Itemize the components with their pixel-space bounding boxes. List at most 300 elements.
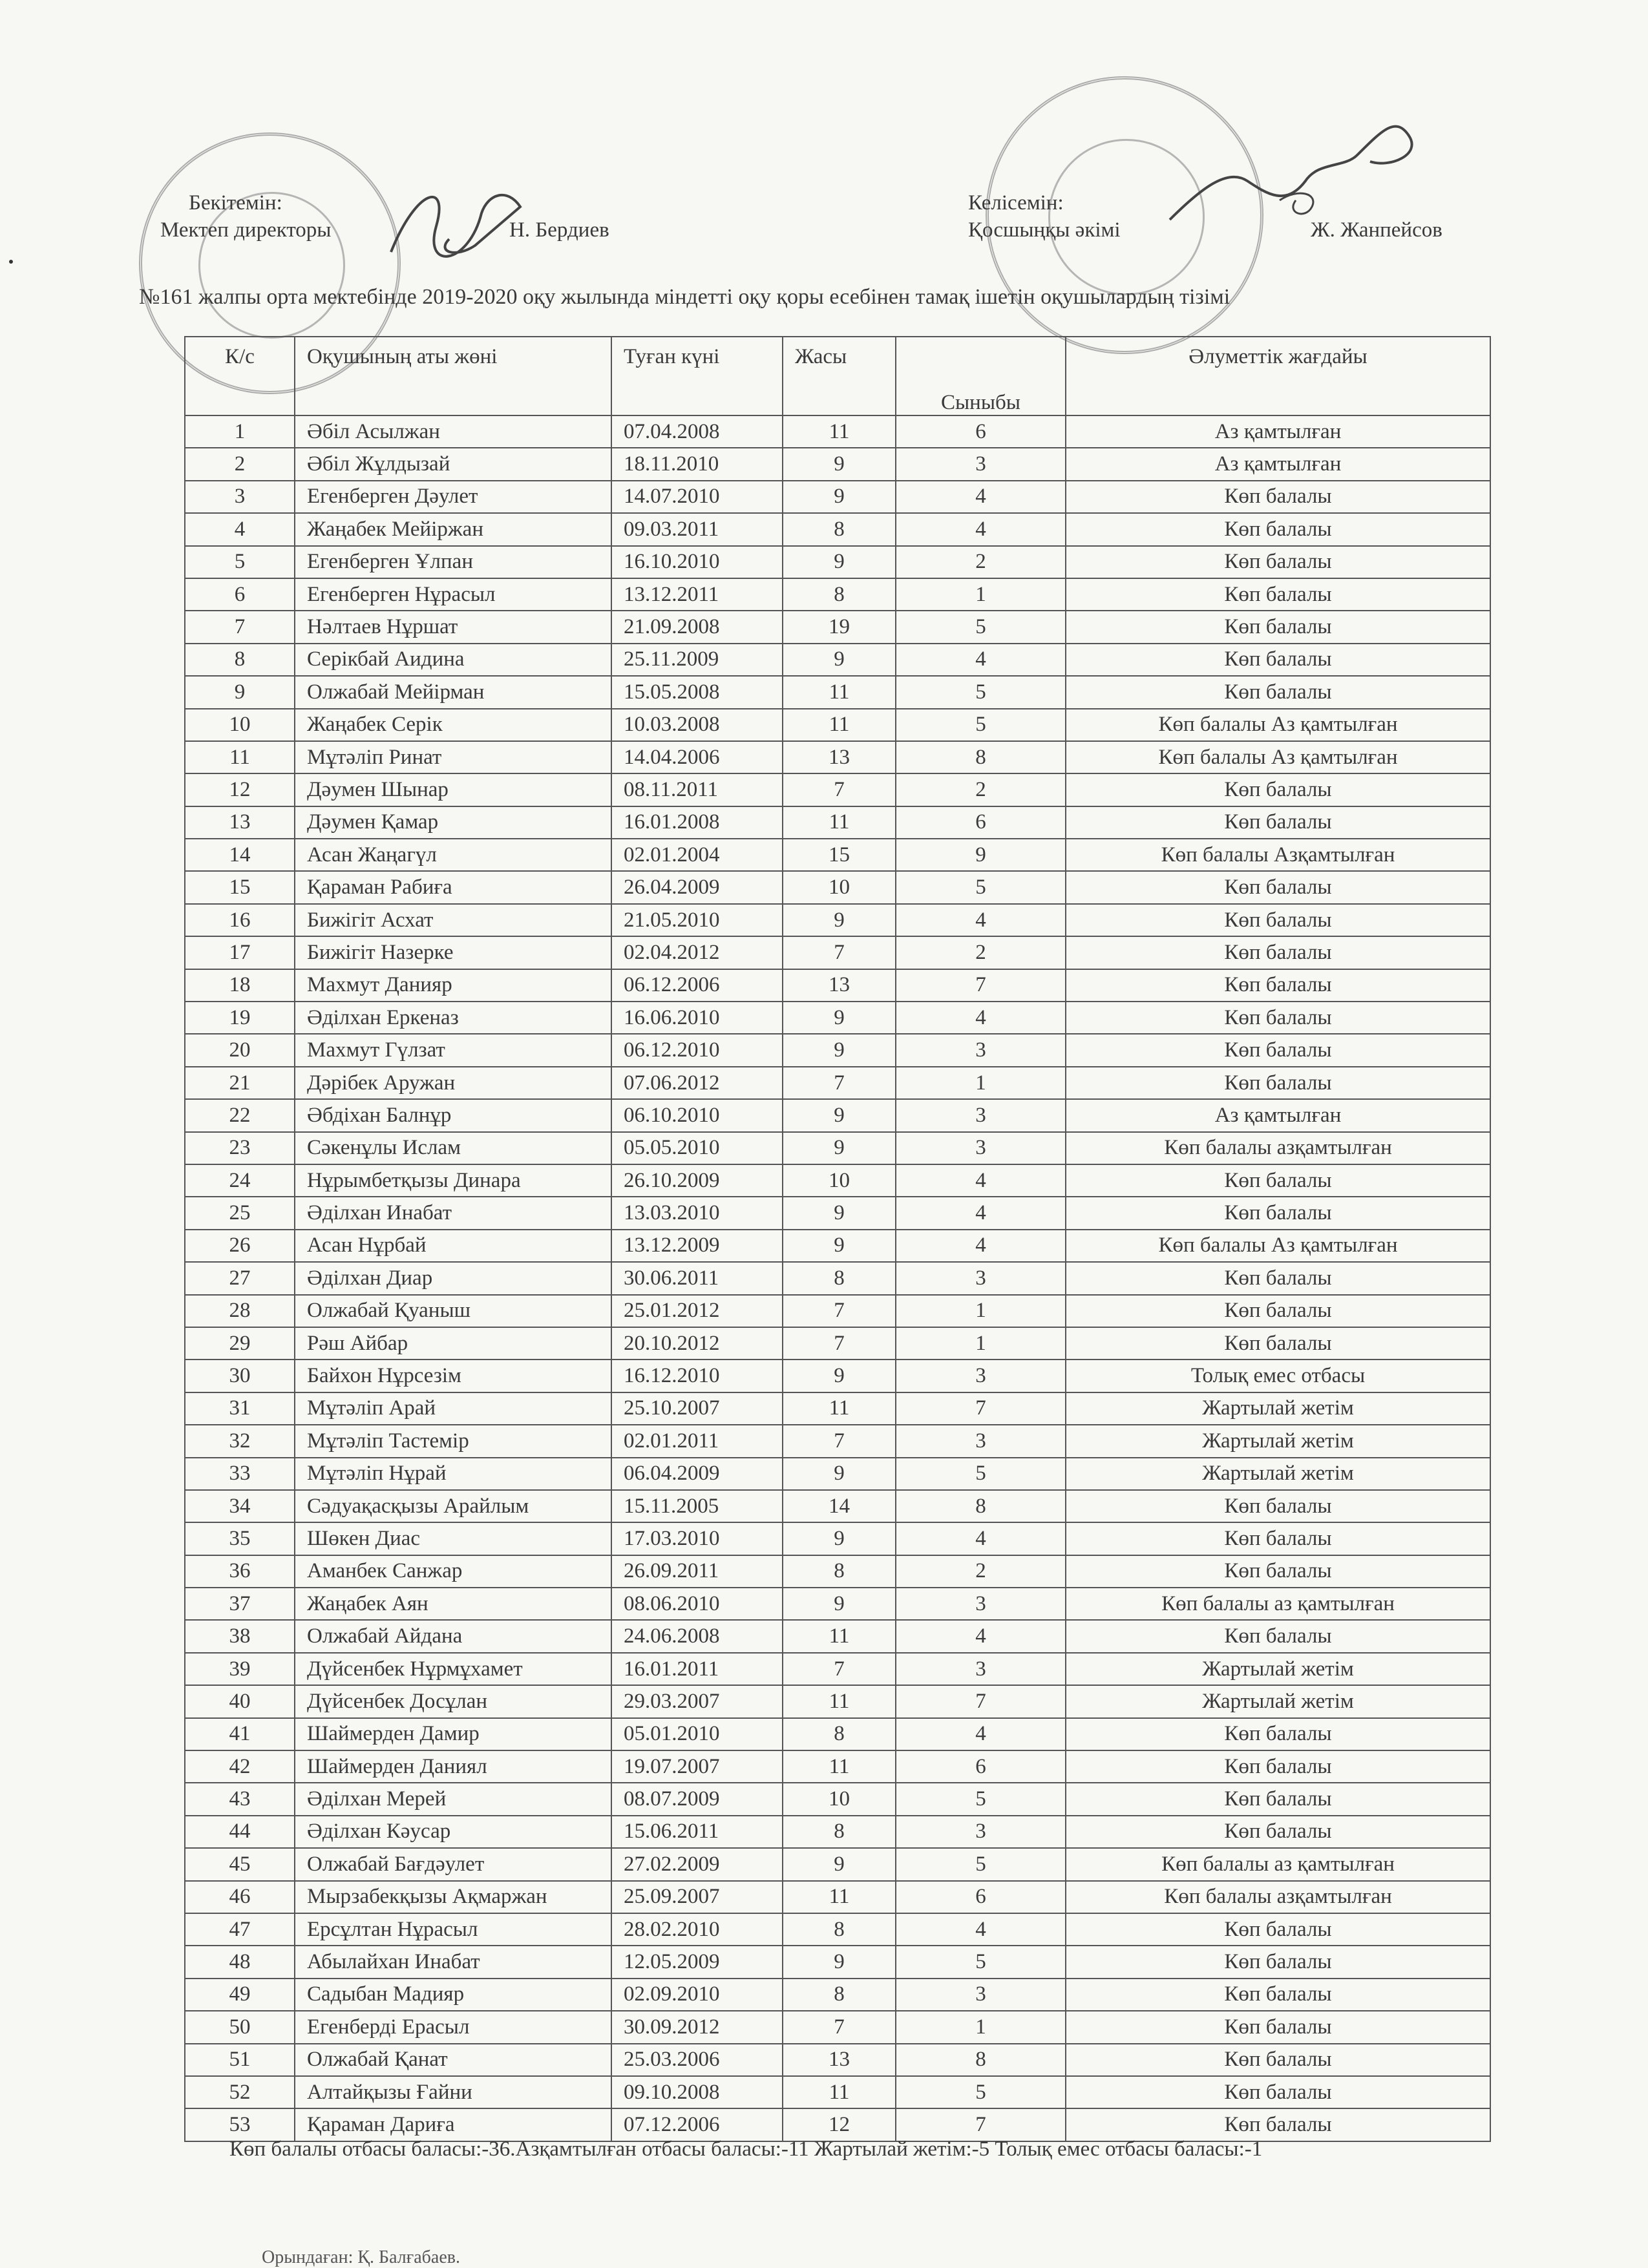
col-header-name: Оқушының аты жөні (295, 337, 611, 415)
cell-birthdate: 25.09.2007 (611, 1881, 783, 1913)
cell-birthdate: 25.03.2006 (611, 2044, 783, 2076)
cell-age: 9 (783, 1522, 896, 1555)
cell-age: 9 (783, 1360, 896, 1392)
cell-birthdate: 09.03.2011 (611, 513, 783, 545)
cell-status: Көп балалы (1066, 1816, 1490, 1848)
cell-grade: 4 (896, 1620, 1066, 1652)
cell-birthdate: 15.11.2005 (611, 1490, 783, 1522)
cell-name: Әбдіхан Балнұр (295, 1099, 611, 1131)
cell-status: Көп балалы (1066, 773, 1490, 806)
col-header-age: Жасы (783, 337, 896, 415)
table-row (185, 578, 1490, 611)
table-row (185, 773, 1490, 806)
cell-name: Асан Жаңагүл (295, 839, 611, 871)
cell-name: Олжабай Қуаныш (295, 1295, 611, 1327)
cell-no: 14 (185, 839, 295, 871)
col-header-no: К/с (185, 337, 295, 415)
cell-name: Олжабай Бағдәулет (295, 1848, 611, 1880)
cell-birthdate: 06.04.2009 (611, 1458, 783, 1490)
cell-grade: 3 (896, 1262, 1066, 1294)
cell-status: Көп балалы (1066, 513, 1490, 545)
cell-birthdate: 02.04.2012 (611, 936, 783, 969)
executor-line: Орындаған: Қ. Балғабаев. (262, 2247, 461, 2267)
cell-status: Көп балалы (1066, 904, 1490, 936)
cell-age: 14 (783, 1490, 896, 1522)
cell-no: 42 (185, 1750, 295, 1783)
cell-age: 9 (783, 904, 896, 936)
cell-age: 9 (783, 1197, 896, 1229)
cell-status: Көп балалы (1066, 936, 1490, 969)
cell-birthdate: 14.04.2006 (611, 741, 783, 773)
cell-birthdate: 14.07.2010 (611, 481, 783, 513)
cell-grade: 5 (896, 611, 1066, 643)
cell-grade: 5 (896, 2076, 1066, 2108)
cell-age: 8 (783, 513, 896, 545)
approval-left-role: Мектеп директоры (160, 218, 332, 242)
cell-age: 19 (783, 611, 896, 643)
cell-grade: 2 (896, 773, 1066, 806)
cell-status: Жартылай жетім (1066, 1425, 1490, 1457)
cell-name: Аманбек Санжар (295, 1555, 611, 1588)
cell-no: 37 (185, 1588, 295, 1620)
cell-age: 9 (783, 546, 896, 578)
cell-no: 51 (185, 2044, 295, 2076)
table-row (185, 969, 1490, 1002)
cell-no: 12 (185, 773, 295, 806)
cell-age: 9 (783, 481, 896, 513)
cell-status: Көп балалы Азқамтылған (1066, 839, 1490, 871)
cell-status: Көп балалы азқамтылған (1066, 1881, 1490, 1913)
cell-birthdate: 21.05.2010 (611, 904, 783, 936)
table-row (185, 1425, 1490, 1457)
cell-name: Шөкен Диас (295, 1522, 611, 1555)
cell-grade: 6 (896, 1750, 1066, 1783)
cell-age: 9 (783, 1848, 896, 1880)
cell-status: Көп балалы (1066, 1522, 1490, 1555)
cell-grade: 4 (896, 1718, 1066, 1750)
cell-age: 8 (783, 1555, 896, 1588)
cell-no: 9 (185, 676, 295, 708)
cell-no: 8 (185, 644, 295, 676)
cell-name: Әбіл Жұлдызай (295, 448, 611, 480)
cell-name: Олжабай Мейірман (295, 676, 611, 708)
cell-no: 13 (185, 806, 295, 839)
cell-name: Олжабай Қанат (295, 2044, 611, 2076)
cell-no: 27 (185, 1262, 295, 1294)
cell-age: 11 (783, 415, 896, 448)
cell-age: 8 (783, 1913, 896, 1946)
cell-age: 11 (783, 676, 896, 708)
cell-status: Көп балалы (1066, 1913, 1490, 1946)
cell-age: 9 (783, 644, 896, 676)
cell-grade: 1 (896, 1067, 1066, 1099)
cell-grade: 4 (896, 1230, 1066, 1262)
cell-no: 24 (185, 1164, 295, 1197)
cell-no: 3 (185, 481, 295, 513)
cell-birthdate: 16.01.2011 (611, 1653, 783, 1685)
cell-status: Көп балалы (1066, 2076, 1490, 2108)
table-row (185, 513, 1490, 545)
cell-birthdate: 15.05.2008 (611, 676, 783, 708)
cell-name: Ерсұлтан Нұрасыл (295, 1913, 611, 1946)
table-row (185, 546, 1490, 578)
cell-name: Мұтәліп Тастемір (295, 1425, 611, 1457)
cell-birthdate: 20.10.2012 (611, 1327, 783, 1360)
approval-right-name: Ж. Жанпейсов (1311, 218, 1442, 242)
cell-name: Қараман Дариға (295, 2108, 611, 2141)
cell-birthdate: 29.03.2007 (611, 1685, 783, 1717)
cell-name: Алтайқызы Ғайни (295, 2076, 611, 2108)
cell-age: 13 (783, 741, 896, 773)
cell-name: Бижігіт Асхат (295, 904, 611, 936)
cell-status: Көп балалы (1066, 1164, 1490, 1197)
cell-status: Көп балалы (1066, 1718, 1490, 1750)
cell-no: 45 (185, 1848, 295, 1880)
table-row (185, 1946, 1490, 1978)
cell-grade: 7 (896, 2108, 1066, 2141)
cell-name: Қараман Рабиға (295, 871, 611, 903)
cell-grade: 3 (896, 1360, 1066, 1392)
cell-name: Дүйсенбек Досұлан (295, 1685, 611, 1717)
table-row (185, 1979, 1490, 2011)
cell-grade: 5 (896, 676, 1066, 708)
cell-no: 40 (185, 1685, 295, 1717)
table-body (185, 415, 1490, 2141)
cell-birthdate: 16.12.2010 (611, 1360, 783, 1392)
cell-birthdate: 27.02.2009 (611, 1848, 783, 1880)
cell-name: Нәлтаев Нұршат (295, 611, 611, 643)
cell-birthdate: 13.12.2011 (611, 578, 783, 611)
cell-age: 9 (783, 1588, 896, 1620)
cell-birthdate: 16.01.2008 (611, 806, 783, 839)
table-row (185, 1848, 1490, 1880)
cell-grade: 6 (896, 415, 1066, 448)
cell-birthdate: 06.12.2010 (611, 1034, 783, 1066)
cell-no: 28 (185, 1295, 295, 1327)
cell-no: 21 (185, 1067, 295, 1099)
table-row (185, 2108, 1490, 2141)
cell-age: 7 (783, 1653, 896, 1685)
cell-grade: 3 (896, 448, 1066, 480)
cell-age: 11 (783, 1620, 896, 1652)
document-title: №161 жалпы орта мектебінде 2019-2020 оқу жылында міндетті оқу қоры есебінен тамақ ішетін оқушылардың тізімі (139, 285, 1231, 309)
cell-no: 36 (185, 1555, 295, 1588)
table-row (185, 1588, 1490, 1620)
cell-name: Егенберген Ұлпан (295, 546, 611, 578)
table-row (185, 1197, 1490, 1229)
cell-age: 8 (783, 1816, 896, 1848)
cell-status: Көп балалы (1066, 2108, 1490, 2141)
cell-grade: 6 (896, 1881, 1066, 1913)
cell-grade: 3 (896, 1425, 1066, 1457)
cell-no: 1 (185, 415, 295, 448)
cell-birthdate: 21.09.2008 (611, 611, 783, 643)
table-header-row (185, 337, 1490, 415)
cell-status: Көп балалы Аз қамтылған (1066, 1230, 1490, 1262)
cell-grade: 4 (896, 904, 1066, 936)
cell-birthdate: 07.04.2008 (611, 415, 783, 448)
cell-no: 16 (185, 904, 295, 936)
cell-status: Көп балалы (1066, 676, 1490, 708)
student-roster-table (184, 336, 1491, 2142)
cell-birthdate: 18.11.2010 (611, 448, 783, 480)
cell-grade: 7 (896, 1392, 1066, 1425)
cell-status: Көп балалы Аз қамтылған (1066, 741, 1490, 773)
cell-age: 7 (783, 1425, 896, 1457)
cell-grade: 3 (896, 1034, 1066, 1066)
cell-age: 11 (783, 1881, 896, 1913)
cell-age: 9 (783, 1230, 896, 1262)
table-row (185, 611, 1490, 643)
table-row (185, 871, 1490, 903)
table-row (185, 1132, 1490, 1164)
cell-status: Көп балалы (1066, 578, 1490, 611)
table-row (185, 1327, 1490, 1360)
cell-grade: 4 (896, 1164, 1066, 1197)
cell-status: Жартылай жетім (1066, 1458, 1490, 1490)
cell-no: 6 (185, 578, 295, 611)
table-row (185, 1620, 1490, 1652)
table-row (185, 1783, 1490, 1815)
cell-name: Дәумен Шынар (295, 773, 611, 806)
cell-grade: 1 (896, 1327, 1066, 1360)
cell-age: 9 (783, 1132, 896, 1164)
cell-grade: 2 (896, 1555, 1066, 1588)
cell-no: 20 (185, 1034, 295, 1066)
cell-birthdate: 25.01.2012 (611, 1295, 783, 1327)
table-row (185, 1913, 1490, 1946)
cell-age: 10 (783, 871, 896, 903)
cell-name: Асан Нұрбай (295, 1230, 611, 1262)
table-row (185, 1230, 1490, 1262)
cell-birthdate: 02.09.2010 (611, 1979, 783, 2011)
col-header-status: Әлуметтік жағдайы (1066, 337, 1490, 415)
cell-birthdate: 09.10.2008 (611, 2076, 783, 2108)
cell-status: Көп балалы (1066, 481, 1490, 513)
cell-status: Көп балалы (1066, 2044, 1490, 2076)
cell-name: Егенберген Нұрасыл (295, 578, 611, 611)
cell-name: Әділхан Диар (295, 1262, 611, 1294)
cell-status: Көп балалы (1066, 1555, 1490, 1588)
cell-status: Көп балалы (1066, 1783, 1490, 1815)
cell-birthdate: 24.06.2008 (611, 1620, 783, 1652)
cell-age: 7 (783, 1295, 896, 1327)
cell-name: Шаймерден Даниял (295, 1750, 611, 1783)
cell-age: 8 (783, 1262, 896, 1294)
cell-birthdate: 07.12.2006 (611, 2108, 783, 2141)
cell-status: Көп балалы аз қамтылған (1066, 1588, 1490, 1620)
approval-left-label: Бекітемін: (189, 191, 282, 215)
cell-status: Көп балалы (1066, 611, 1490, 643)
table-row (185, 1653, 1490, 1685)
cell-no: 11 (185, 741, 295, 773)
table-row (185, 1458, 1490, 1490)
cell-no: 35 (185, 1522, 295, 1555)
cell-no: 29 (185, 1327, 295, 1360)
table-row (185, 1392, 1490, 1425)
cell-status: Көп балалы (1066, 1327, 1490, 1360)
table-row (185, 806, 1490, 839)
cell-grade: 1 (896, 1295, 1066, 1327)
cell-name: Дүйсенбек Нұрмұхамет (295, 1653, 611, 1685)
cell-no: 4 (185, 513, 295, 545)
cell-name: Махмут Гүлзат (295, 1034, 611, 1066)
cell-name: Рәш Айбар (295, 1327, 611, 1360)
cell-grade: 2 (896, 546, 1066, 578)
cell-grade: 3 (896, 1653, 1066, 1685)
cell-age: 7 (783, 1067, 896, 1099)
cell-birthdate: 02.01.2004 (611, 839, 783, 871)
cell-name: Садыбан Мадияр (295, 1979, 611, 2011)
table-row (185, 1490, 1490, 1522)
cell-status: Көп балалы (1066, 1946, 1490, 1978)
table-row (185, 904, 1490, 936)
table-row (185, 1685, 1490, 1717)
cell-status: Көп балалы (1066, 2011, 1490, 2043)
cell-no: 10 (185, 709, 295, 741)
table-row (185, 1034, 1490, 1066)
cell-birthdate: 08.06.2010 (611, 1588, 783, 1620)
cell-no: 46 (185, 1881, 295, 1913)
cell-grade: 9 (896, 839, 1066, 871)
cell-name: Шаймерден Дамир (295, 1718, 611, 1750)
cell-status: Көп балалы (1066, 1067, 1490, 1099)
cell-grade: 4 (896, 513, 1066, 545)
table-row (185, 1816, 1490, 1848)
cell-grade: 5 (896, 1946, 1066, 1978)
cell-no: 49 (185, 1979, 295, 2011)
cell-grade: 6 (896, 806, 1066, 839)
cell-birthdate: 17.03.2010 (611, 1522, 783, 1555)
cell-no: 39 (185, 1653, 295, 1685)
cell-birthdate: 08.07.2009 (611, 1783, 783, 1815)
cell-birthdate: 10.03.2008 (611, 709, 783, 741)
cell-grade: 4 (896, 1197, 1066, 1229)
cell-name: Мырзабекқызы Ақмаржан (295, 1881, 611, 1913)
table-row (185, 2076, 1490, 2108)
cell-name: Махмут Данияр (295, 969, 611, 1002)
cell-name: Дәрібек Аружан (295, 1067, 611, 1099)
cell-no: 7 (185, 611, 295, 643)
cell-grade: 8 (896, 2044, 1066, 2076)
table-row (185, 1522, 1490, 1555)
cell-age: 9 (783, 1458, 896, 1490)
cell-birthdate: 08.11.2011 (611, 773, 783, 806)
table-row (185, 1555, 1490, 1588)
cell-birthdate: 06.12.2006 (611, 969, 783, 1002)
cell-grade: 2 (896, 936, 1066, 969)
cell-name: Әділхан Инабат (295, 1197, 611, 1229)
cell-status: Жартылай жетім (1066, 1653, 1490, 1685)
cell-no: 23 (185, 1132, 295, 1164)
cell-no: 32 (185, 1425, 295, 1457)
cell-status: Көп балалы (1066, 1197, 1490, 1229)
cell-name: Әбіл Асылжан (295, 415, 611, 448)
cell-status: Көп балалы (1066, 1979, 1490, 2011)
cell-age: 10 (783, 1164, 896, 1197)
table-row (185, 1881, 1490, 1913)
cell-birthdate: 15.06.2011 (611, 1816, 783, 1848)
cell-age: 11 (783, 709, 896, 741)
cell-name: Әділхан Мерей (295, 1783, 611, 1815)
cell-birthdate: 30.06.2011 (611, 1262, 783, 1294)
table-row (185, 1002, 1490, 1034)
cell-status: Көп балалы (1066, 1490, 1490, 1522)
cell-status: Көп балалы (1066, 1750, 1490, 1783)
col-header-birthdate: Туған күні (611, 337, 783, 415)
cell-status: Көп балалы аз қамтылған (1066, 1848, 1490, 1880)
table-row (185, 1360, 1490, 1392)
cell-grade: 1 (896, 2011, 1066, 2043)
cell-age: 13 (783, 2044, 896, 2076)
cell-no: 47 (185, 1913, 295, 1946)
cell-age: 9 (783, 448, 896, 480)
cell-birthdate: 06.10.2010 (611, 1099, 783, 1131)
cell-status: Жартылай жетім (1066, 1392, 1490, 1425)
cell-age: 11 (783, 1750, 896, 1783)
cell-grade: 7 (896, 1685, 1066, 1717)
cell-status: Көп балалы (1066, 1620, 1490, 1652)
cell-age: 8 (783, 1718, 896, 1750)
cell-age: 11 (783, 806, 896, 839)
cell-no: 31 (185, 1392, 295, 1425)
cell-birthdate: 05.05.2010 (611, 1132, 783, 1164)
cell-name: Жаңабек Аян (295, 1588, 611, 1620)
cell-age: 10 (783, 1783, 896, 1815)
cell-name: Дәумен Қамар (295, 806, 611, 839)
cell-grade: 1 (896, 578, 1066, 611)
cell-status: Көп балалы (1066, 1002, 1490, 1034)
cell-grade: 3 (896, 1588, 1066, 1620)
cell-no: 41 (185, 1718, 295, 1750)
cell-birthdate: 13.12.2009 (611, 1230, 783, 1262)
cell-no: 48 (185, 1946, 295, 1978)
col-header-grade: Сыныбы (896, 337, 1066, 415)
cell-status: Аз қамтылған (1066, 1099, 1490, 1131)
cell-birthdate: 19.07.2007 (611, 1750, 783, 1783)
cell-no: 52 (185, 2076, 295, 2108)
table-row (185, 936, 1490, 969)
cell-grade: 3 (896, 1132, 1066, 1164)
cell-age: 11 (783, 1392, 896, 1425)
cell-status: Аз қамтылған (1066, 448, 1490, 480)
cell-name: Сәдуақасқызы Арайлым (295, 1490, 611, 1522)
cell-no: 22 (185, 1099, 295, 1131)
cell-status: Көп балалы (1066, 871, 1490, 903)
cell-birthdate: 07.06.2012 (611, 1067, 783, 1099)
cell-status: Көп балалы (1066, 546, 1490, 578)
cell-birthdate: 25.11.2009 (611, 644, 783, 676)
cell-birthdate: 05.01.2010 (611, 1718, 783, 1750)
scan-speck (9, 260, 13, 264)
table-row (185, 1067, 1490, 1099)
approval-right-role: Қосшыңқы әкімі (968, 218, 1121, 242)
cell-no: 44 (185, 1816, 295, 1848)
cell-status: Көп балалы (1066, 806, 1490, 839)
approval-right-label: Келісемін: (968, 191, 1064, 215)
cell-status: Көп балалы (1066, 1034, 1490, 1066)
cell-name: Сәкенұлы Ислам (295, 1132, 611, 1164)
cell-grade: 4 (896, 1002, 1066, 1034)
cell-grade: 5 (896, 1458, 1066, 1490)
cell-age: 7 (783, 773, 896, 806)
cell-status: Көп балалы азқамтылған (1066, 1132, 1490, 1164)
cell-age: 7 (783, 936, 896, 969)
cell-birthdate: 25.10.2007 (611, 1392, 783, 1425)
approval-left-name: Н. Бердиев (509, 218, 609, 242)
table-row (185, 676, 1490, 708)
cell-name: Мұтәліп Ринат (295, 741, 611, 773)
